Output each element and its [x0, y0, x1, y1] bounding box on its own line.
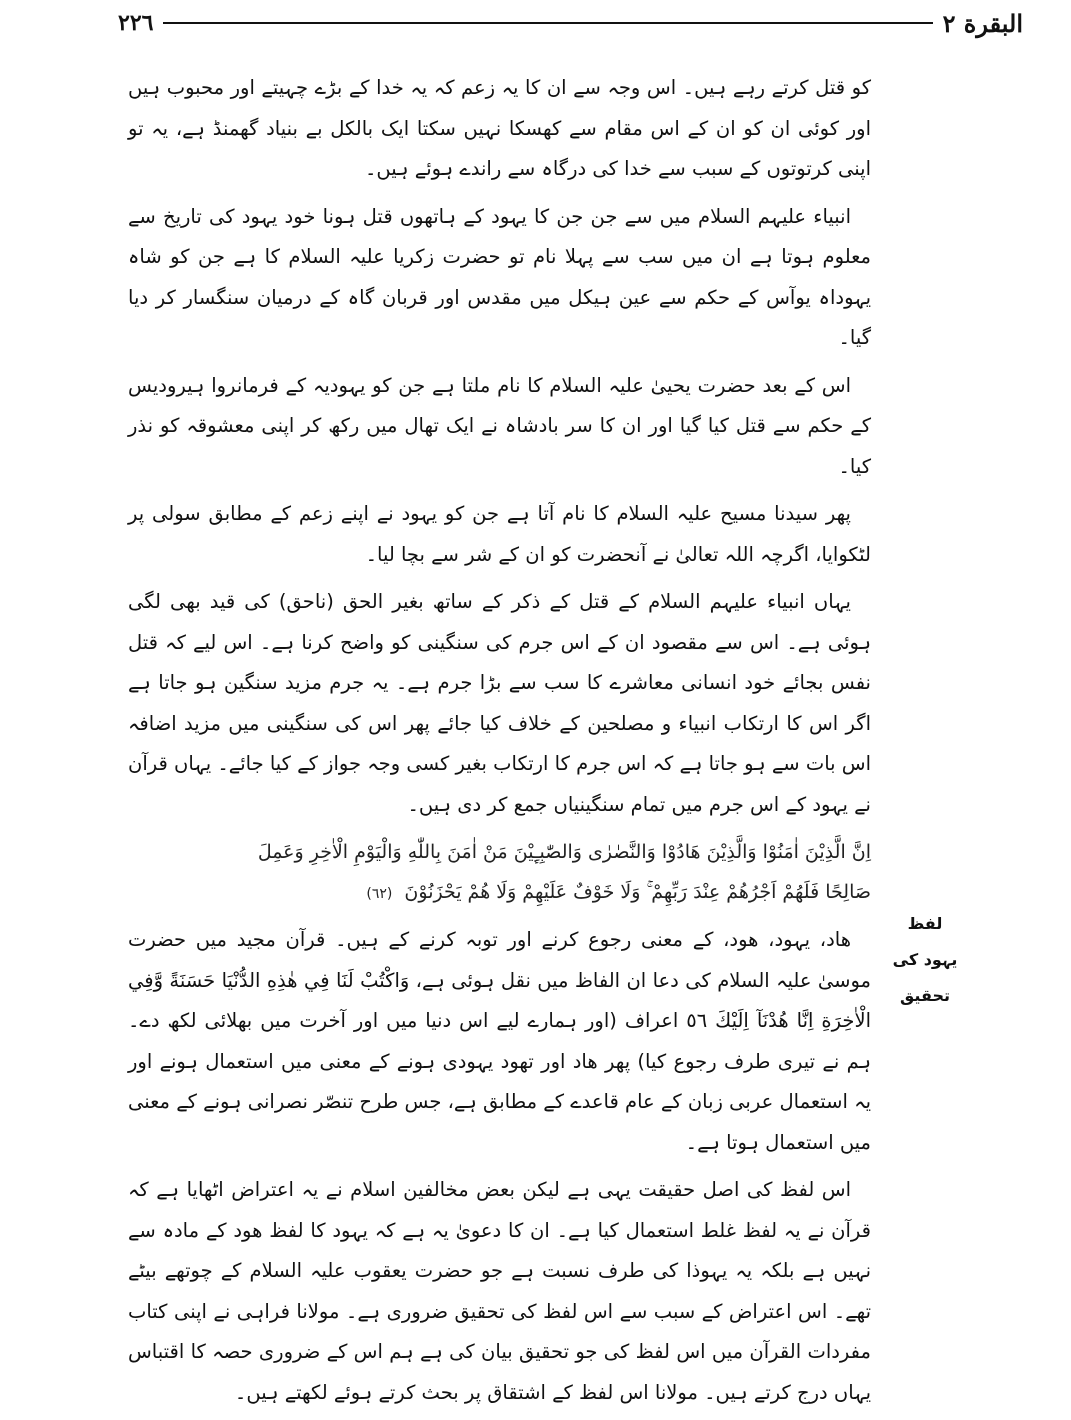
quran-verse-line	[128, 872, 871, 914]
page-number: ٢٢٦	[118, 10, 154, 36]
paragraph: انبیاء علیہم السلام میں سے جن جن کا یہود کے ہاتھوں قتل ہونا خود یہود کی تاریخ سے معلوم ہوتا ہے ان میں سب سے پہلا نام تو حضرت زکریا علیہ السلام کا ہے جن کو شاہ یہوداہ یوآس کے حکم سے عین ہیکل میں مقدس اور قربان گاہ کے درمیان سنگسار کر دیا گیا۔	[128, 204, 871, 349]
paragraph: اس لفظ کی اصل حقیقت یہی ہے لیکن بعض مخالفین اسلام نے یہ اعتراض اٹھایا ہے کہ قرآن نے یہ لفظ غلط استعمال کیا ہے۔ ان کا دعویٰ یہ ہے کہ یہود کا لفظ ھود کے مادہ سے نہیں ہے بلکہ یہ یہوذا کی طرف نسبت ہے جو حضرت یعقوب علیہ السلام کے چوتھے بیٹے تھے۔ اس اعتراض کے سبب سے اس لفظ کی تحقیق ضروری ہے۔ مولانا فراہی نے اپنی کتاب مفردات القرآن میں اس لفظ کی جو تحقیق بیان کی ہے ہم اس کے ضروری حصہ کا اقتباس یہاں درج کرتے ہیں۔ مولانا اس لفظ کے اشتقاق پر بحث کرتے ہوئے لکھتے ہیں۔	[128, 1178, 871, 1404]
page-header	[118, 6, 1023, 40]
body-text	[128, 68, 871, 1420]
paragraph: یہاں انبیاء علیہم السلام کے قتل کے ذکر کے ساتھ بغیر الحق (ناحق) کی قید بھی لگی ہوئی ہے۔ اس سے مقصود ان کے اس جرم کی سنگینی کو واضح کرنا ہے۔ اس لیے کہ قتل نفس بجائے خود انسانی معاشرے کا سب سے بڑا جرم ہے۔ یہ جرم مزید سنگین ہو جاتا ہے اگر اس کا ارتکاب انبیاء و مصلحین کے خلاف کیا جائے پھر اس کی سنگینی میں مزید اضافہ اس بات سے ہو جاتا ہے کہ اس جرم کا ارتکاب بغیر کسی وجہ جواز کے کیا جائے۔ یہاں قرآن نے یہود کے اس جرم میں تمام سنگینیاں جمع کر دی ہیں۔	[128, 590, 871, 816]
quran-verse	[128, 832, 871, 914]
verse-reference: (٦٢)	[366, 886, 393, 902]
paragraph: پھر سیدنا مسیح علیہ السلام کا نام آتا ہے جن کو یہود نے اپنے زعم کے مطابق سولی پر لٹکوایا، اگرچہ اللہ تعالیٰ نے آنحضرت کو ان کے شر سے بچا لیا۔	[128, 502, 871, 566]
margin-note: لفظ یہود کی تحقیق	[892, 914, 958, 1005]
paragraph: کو قتل کرتے رہے ہیں۔ اس وجہ سے ان کا یہ زعم کہ یہ خدا کے بڑے چہیتے اور محبوب ہیں اور کوئی ان کو ان کے اس مقام سے کھسکا نہیں سکتا ایک بالکل بے بنیاد گھمنڈ ہے، یہ تو اپنی کرتوتوں کے سبب سے خدا کی درگاہ سے راندے ہوئے ہیں۔	[128, 76, 871, 180]
paragraph: اس کے بعد حضرت یحییٰ علیہ السلام کا نام ملتا ہے جن کو یہودیہ کے فرمانروا ہیرودیس کے حکم سے قتل کیا گیا اور ان کا سر بادشاہ نے ایک تھال میں رکھ کر اپنی معشوقہ کو نذر کیا۔	[128, 373, 871, 478]
quran-verse-line: اِنَّ الَّذِیْنَ اٰمَنُوْا وَالَّذِیْنَ هَادُوْا وَالنَّصٰرٰی وَالصّٰبِـِٕیْنَ مَنْ اٰمَنَ بِاللّٰهِ وَالْیَوْمِ الْاٰخِرِ وَعَمِلَ	[257, 841, 871, 863]
quran-verse-text: صَالِحًا فَلَهُمْ اَجْرُهُمْ عِنْدَ رَبِّهِمْ ۚ وَلَا خَوْفٌ عَلَیْهِمْ وَلَا هُمْ یَحْزَنُوْنَ	[404, 881, 871, 903]
surah-title: البقرة ٢	[942, 8, 1023, 38]
paragraph: ھاد، یہود، ھود، کے معنی رجوع کرنے اور توبہ کرنے کے ہیں۔ قرآن مجید میں حضرت موسیٰ علیہ السلام کی دعا ان الفاظ میں نقل ہوئی ہے، وَاكْتُبْ لَنَا فِي هٰذِهِ الدُّنْيَا حَسَنَةً وَّفِي الْاٰخِرَةِ اِنَّا هُدْنَآ اِلَيْكَ ٥٦ اعراف (اور ہمارے لیے اس دنیا میں اور آخرت میں بھلائی لکھ دے۔ ہم نے تیری طرف رجوع کیا) پھر ھاد اور تھود یہودی ہونے کے معنی میں استعمال ہونے اور یہ استعمال عربی زبان کے عام قاعدے کے مطابق ہے، جس طرح تنصّر نصرانی ہونے کے معنی میں استعمال ہوتا ہے۔	[128, 928, 871, 1154]
header-rule	[163, 22, 932, 24]
